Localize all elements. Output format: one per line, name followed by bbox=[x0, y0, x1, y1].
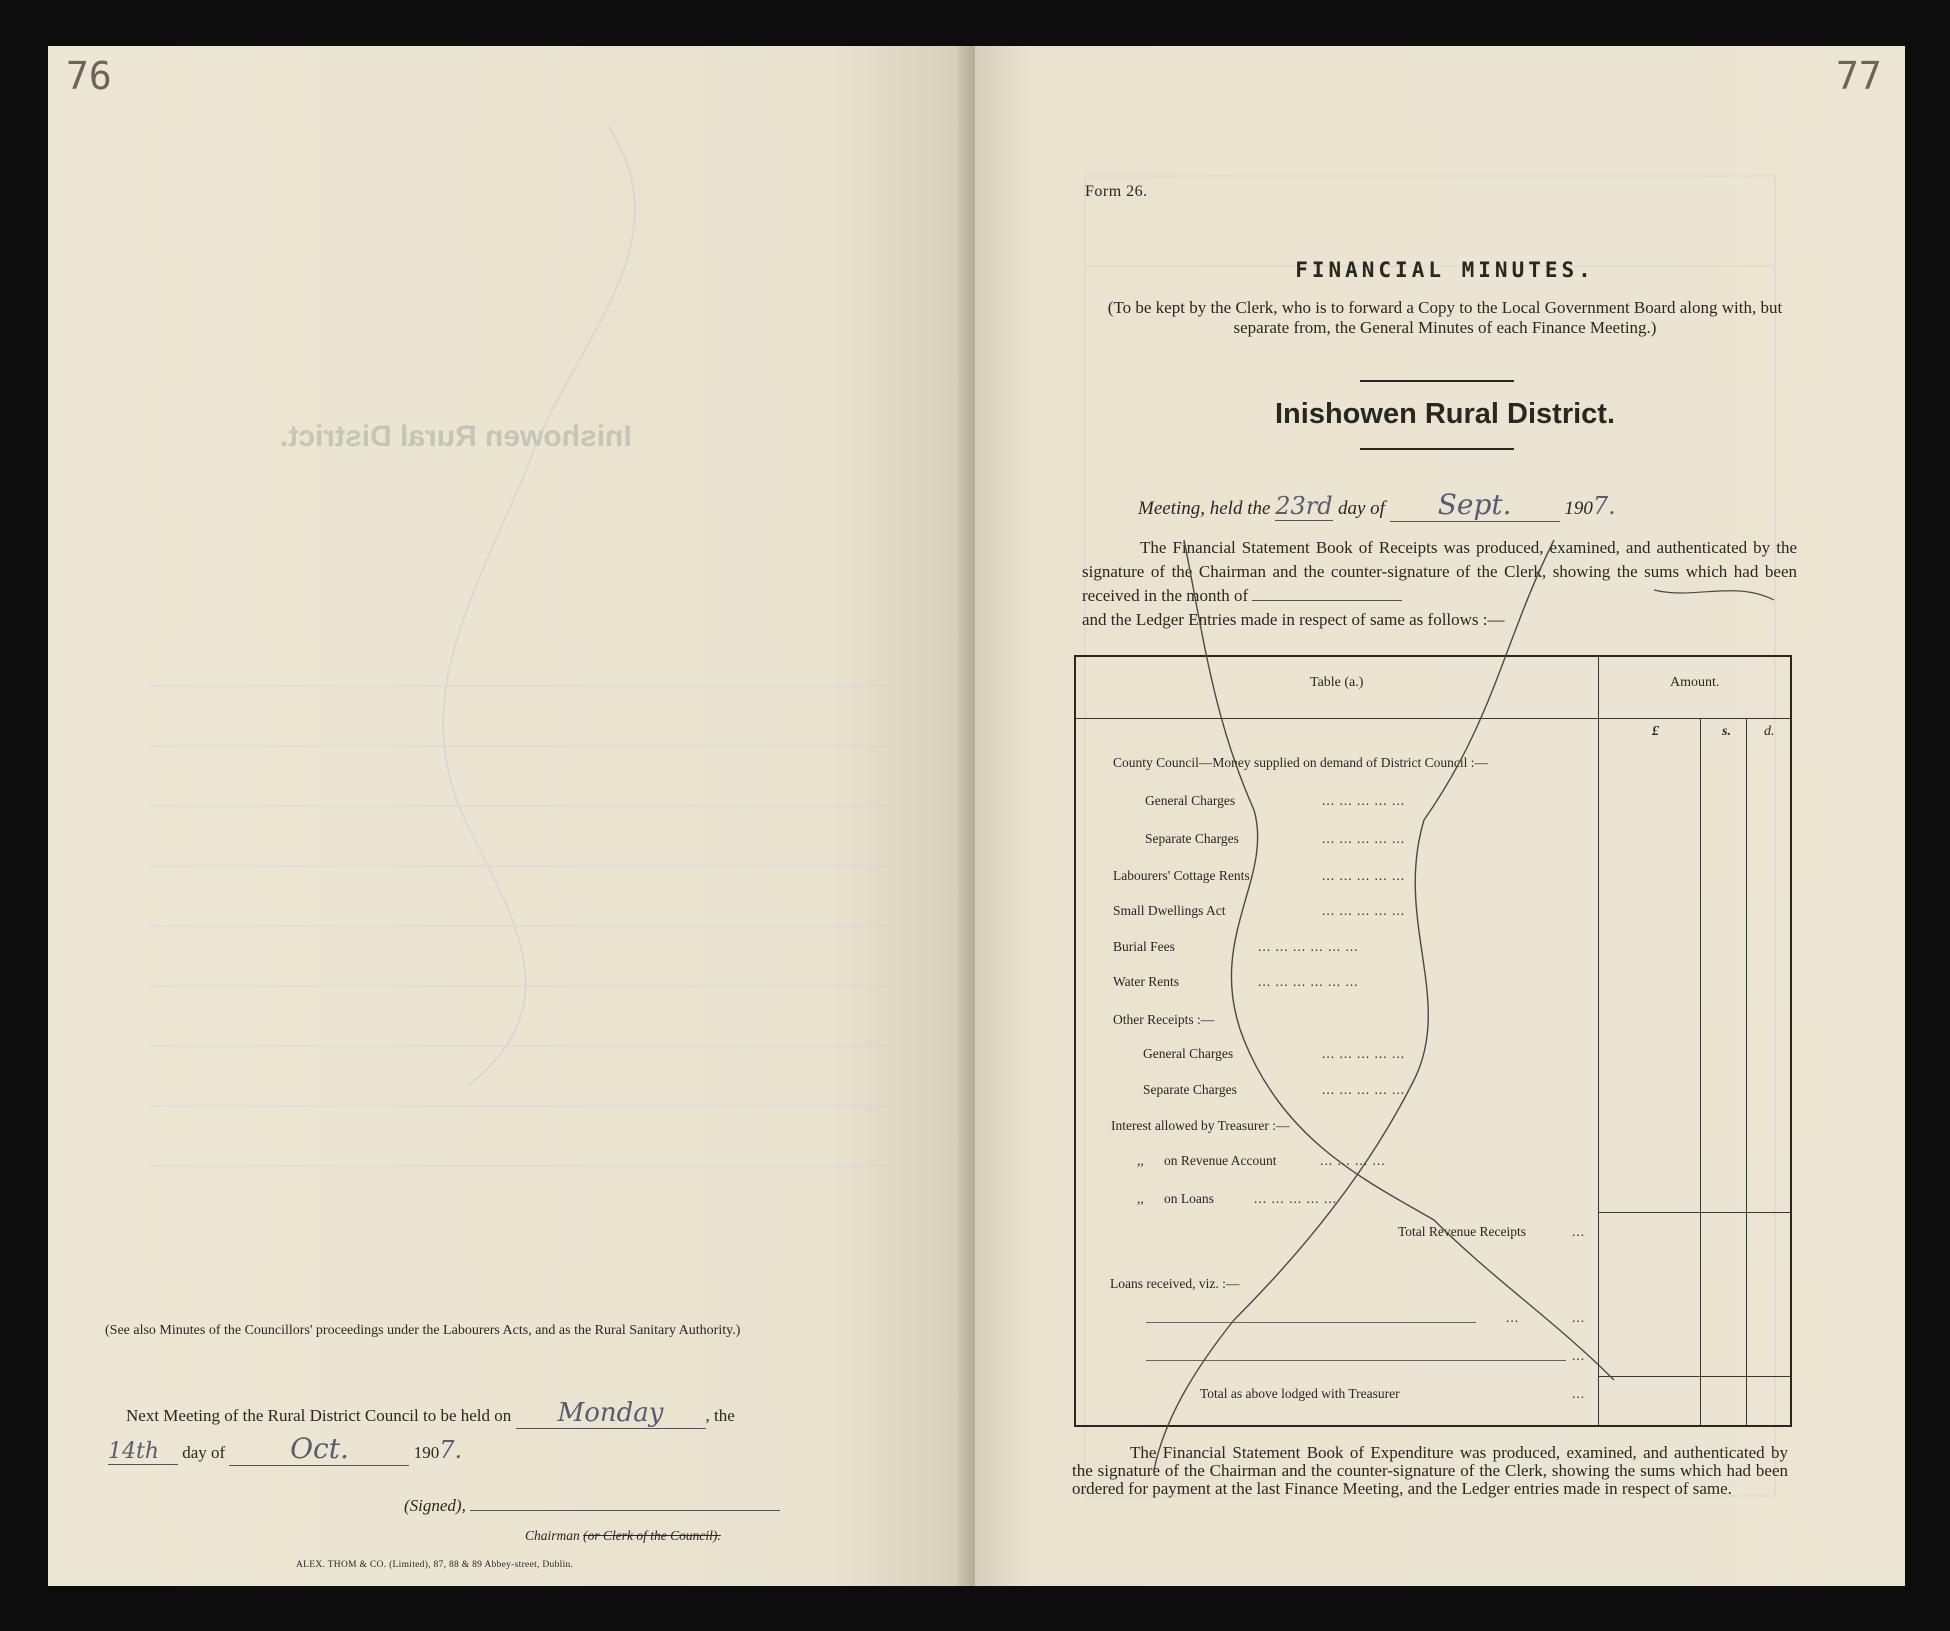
row-burial-fees: Burial Fees bbox=[1113, 939, 1175, 954]
next-meeting-day-handwritten: Monday bbox=[516, 1398, 706, 1429]
signed-line bbox=[404, 1496, 780, 1516]
row-labourers-cottage-rents-dots: ... ... ... ... ... bbox=[1322, 868, 1406, 883]
next-meeting-date-line bbox=[108, 1432, 462, 1466]
row-interest-revenue-account: ,, on Revenue Account bbox=[1137, 1153, 1277, 1168]
loan-entry-1-dots: ... bbox=[1506, 1310, 1520, 1325]
chairman-label: Chairman bbox=[525, 1528, 580, 1543]
row-other-general-charges: General Charges bbox=[1143, 1046, 1234, 1061]
receipts-paragraph-end: and the Ledger Entries made in respect of same as follows :— bbox=[1082, 610, 1505, 629]
expenditure-paragraph: The Financial Statement Book of Expenditure was produced, examined, and authenticated by the signature of the Chairman and the counter-signature of the Clerk, showing the sums which had been ordered for payment at the last Finance Meeting, and the Ledger entries made in respect of same. bbox=[1072, 1443, 1788, 1498]
cancellation-pen-strokes bbox=[1074, 520, 1814, 1480]
row-other-separate-charges: Separate Charges bbox=[1143, 1082, 1237, 1097]
next-meeting-prefix: Next Meeting of the Rural District Council to be held on bbox=[126, 1406, 512, 1425]
signed-label: (Signed), bbox=[404, 1496, 466, 1515]
meeting-date-line bbox=[1138, 488, 1616, 522]
bleed-through-title: Inishowen Rural District. bbox=[280, 420, 632, 453]
total-lodged-with-treasurer: Total as above lodged with Treasurer bbox=[1200, 1386, 1400, 1401]
page-number-left: 76 bbox=[66, 54, 112, 98]
row-separate-charges: Separate Charges bbox=[1145, 831, 1239, 846]
receipts-paragraph-text: The Financial Statement Book of Receipts was produced, examined, and authenticated by the signature of the Chairman and the counter-signature of the Clerk, showing the sums which had been received in the month of bbox=[1082, 538, 1797, 605]
title-rule-top bbox=[1360, 380, 1514, 382]
row-small-dwellings-act-dots: ... ... ... ... ... bbox=[1322, 903, 1406, 918]
row-burial-fees-dots: ... ... ... ... ... ... bbox=[1258, 939, 1359, 954]
meeting-month-handwritten: Sept. bbox=[1390, 488, 1560, 522]
meeting-prefix: Meeting, held the bbox=[1138, 498, 1271, 519]
row-county-council: County Council—Money supplied on demand of District Council :— bbox=[1113, 755, 1488, 770]
row-separate-charges-dots: ... ... ... ... ... bbox=[1322, 831, 1406, 846]
row-water-rents-dots: ... ... ... ... ... ... bbox=[1258, 974, 1359, 989]
row-other-general-charges-dots: ... ... ... ... ... bbox=[1322, 1046, 1406, 1061]
currency-shillings: s. bbox=[1722, 724, 1731, 739]
next-meeting-date-month-handwritten: Oct. bbox=[229, 1432, 409, 1466]
row-interest-loans-dots: ... ... ... ... ... bbox=[1254, 1191, 1338, 1206]
currency-pence: d. bbox=[1764, 724, 1775, 739]
total-revenue-receipts-dots: ... bbox=[1572, 1224, 1586, 1239]
row-water-rents: Water Rents bbox=[1113, 974, 1180, 989]
next-meeting-date-day-of: day of bbox=[182, 1443, 226, 1462]
next-meeting-date-day-handwritten: 14th bbox=[108, 1439, 178, 1465]
total-lodged-dots: ... bbox=[1572, 1386, 1586, 1401]
chairman-line bbox=[525, 1528, 721, 1544]
loan-entry-2-dots: ... bbox=[1572, 1348, 1586, 1363]
printer-imprint: ALEX. THOM & CO. (Limited), 87, 88 & 89 Abbey-street, Dublin. bbox=[296, 1560, 574, 1570]
form-label: Form 26. bbox=[1085, 183, 1148, 200]
meeting-day-of: day of bbox=[1337, 498, 1385, 519]
see-also-note: (See also Minutes of the Councillors' proceedings under the Labourers Acts, and as the Rural Sanitary Authority.) bbox=[105, 1323, 741, 1338]
next-meeting-line bbox=[126, 1398, 735, 1429]
row-general-charges-dots: ... ... ... ... ... bbox=[1322, 793, 1406, 808]
page-number-right: 77 bbox=[1836, 54, 1882, 98]
amount-header: Amount. bbox=[1670, 675, 1720, 690]
total-revenue-receipts: Total Revenue Receipts bbox=[1398, 1224, 1527, 1239]
title-rule-bottom bbox=[1360, 448, 1514, 450]
row-other-separate-charges-dots: ... ... ... ... ... bbox=[1322, 1082, 1406, 1097]
next-meeting-date-year-print: 190 bbox=[413, 1443, 440, 1462]
financial-minutes-subtitle: (To be kept by the Clerk, who is to forward a Copy to the Local Government Board along with, but separate from, the General Minutes of each Finance Meeting.) bbox=[1107, 298, 1783, 337]
meeting-day-handwritten: 23rd bbox=[1275, 492, 1333, 520]
row-interest-allowed: Interest allowed by Treasurer :— bbox=[1111, 1118, 1290, 1133]
left-page-faint-lines bbox=[48, 46, 958, 1586]
signature-blank bbox=[470, 1510, 780, 1511]
row-small-dwellings-act: Small Dwellings Act bbox=[1113, 903, 1226, 918]
district-name: Inishowen Rural District. bbox=[1275, 398, 1615, 430]
row-interest-revenue-account-dots: ... ... ... ... bbox=[1320, 1153, 1386, 1168]
currency-pounds: £ bbox=[1652, 724, 1659, 739]
financial-minutes-title: FINANCIAL MINUTES. bbox=[1295, 258, 1595, 282]
next-meeting-the: , the bbox=[705, 1406, 735, 1425]
row-labourers-cottage-rents: Labourers' Cottage Rents bbox=[1113, 868, 1250, 883]
loans-received: Loans received, viz. :— bbox=[1110, 1276, 1240, 1291]
meeting-year-print: 190 bbox=[1564, 498, 1593, 519]
next-meeting-date-year-handwritten: 7. bbox=[439, 1436, 463, 1464]
row-other-receipts: Other Receipts :— bbox=[1113, 1012, 1215, 1027]
row-interest-loans: ,, on Loans bbox=[1137, 1191, 1214, 1206]
loan-entry-1-dots-b: ... bbox=[1572, 1310, 1586, 1325]
meeting-year-handwritten: 7. bbox=[1592, 492, 1616, 520]
chairman-struck-text: (or Clerk of the Council). bbox=[583, 1528, 721, 1543]
table-header: Table (a.) bbox=[1310, 675, 1364, 690]
row-general-charges: General Charges bbox=[1145, 793, 1236, 808]
